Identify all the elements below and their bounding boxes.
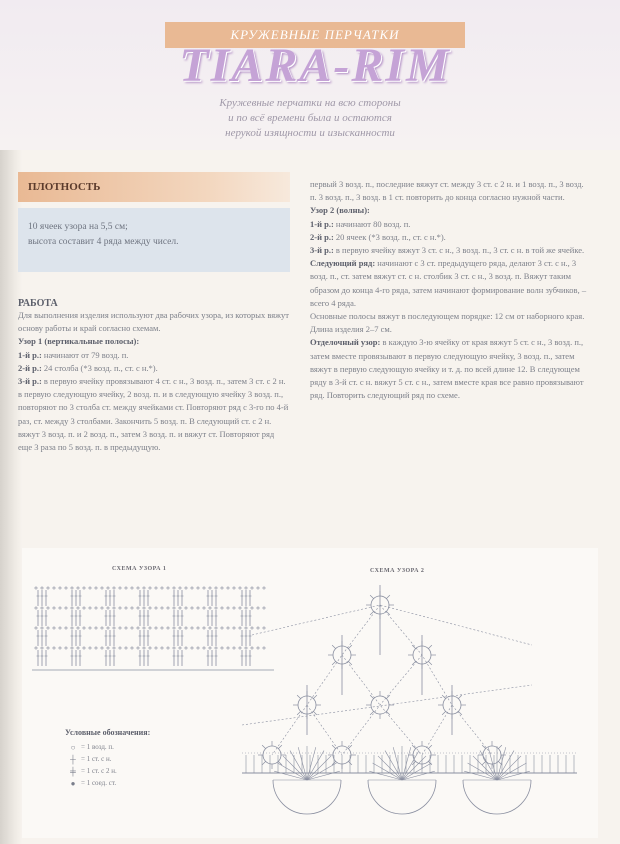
chain-stitch-mark <box>101 587 103 589</box>
chain-stitch-mark <box>89 647 91 649</box>
paragraph-text: в каждую 3-ю ячейку от края вяжут 5 ст. с н., 3 возд. п., затем вместе провязывают в первую следующую ячейку, 3 возд. п., затем вяжут в первую следующую ячейку и т. д. по всей длине 12. В следующем ряду в 3-й ст. с н. вяжут 5 ст. с н., затем вместе края все равно провязывают ряд. Повторить следующий ряд по схеме. <box>310 337 584 401</box>
gauge-section-bar: ПЛОТНОСТЬ <box>18 172 290 202</box>
chain-stitch-mark <box>119 607 121 609</box>
chain-stitch-mark <box>65 587 67 589</box>
motif-spoke-mark <box>428 661 432 665</box>
motif-spoke-mark <box>348 645 352 649</box>
chain-stitch-mark <box>77 587 79 589</box>
paragraph-lead: Отделочный узор: <box>310 337 381 348</box>
chain-stitch-mark <box>227 647 229 649</box>
motif-spoke-mark <box>332 645 336 649</box>
chain-stitch-mark <box>59 607 61 609</box>
chain-stitch-mark <box>179 587 181 589</box>
chain-stitch-mark <box>113 647 115 649</box>
chain-stitch-mark <box>107 607 109 609</box>
chain-stitch-mark <box>77 627 79 629</box>
chain-stitch-mark <box>53 647 55 649</box>
motif-spoke-mark <box>498 745 502 749</box>
paragraph <box>18 309 290 335</box>
chain-stitch-mark <box>113 607 115 609</box>
fan-edge-mark <box>368 780 436 814</box>
work-heading: РАБОТА <box>18 298 58 309</box>
fan-stitch-mark <box>497 747 506 780</box>
chain-stitch-mark <box>95 587 97 589</box>
paragraph <box>310 244 592 257</box>
paragraph-text: 20 ячеек (*3 возд. п., ст. с н.*). <box>333 231 446 242</box>
legend-text: = 1 ст. с 2 н. <box>81 767 117 775</box>
chain-stitch-mark <box>35 587 37 589</box>
paragraph-lead: Узор 1 (вертикальные полосы): <box>18 336 140 347</box>
paragraph <box>310 178 592 204</box>
paragraph <box>310 231 592 244</box>
chain-stitch-mark <box>161 627 163 629</box>
paragraph <box>310 218 592 231</box>
legend-text: = 1 соед. ст. <box>81 779 117 787</box>
chain-stitch-mark <box>47 647 49 649</box>
chain-path-mark <box>242 685 532 725</box>
chain-stitch-mark <box>71 587 73 589</box>
legend-title: Условные обозначения: <box>65 728 151 737</box>
legend-item <box>65 741 225 753</box>
paragraph-lead: 2-й р.: <box>310 231 334 242</box>
header-subtitle <box>120 96 500 141</box>
fan-stitch-mark <box>369 771 402 780</box>
chain-stitch-mark <box>77 647 79 649</box>
chain-stitch-mark <box>35 627 37 629</box>
chain-stitch-mark <box>227 607 229 609</box>
gauge-box <box>18 208 290 272</box>
fan-edge-mark <box>273 780 341 814</box>
chart1-label: СХЕМА УЗОРА 1 <box>112 566 167 572</box>
chain-stitch-mark <box>125 647 127 649</box>
subtitle-line: нерукой изящности и изысканности <box>225 127 395 139</box>
chain-stitch-mark <box>215 587 217 589</box>
fan-stitch-mark <box>298 747 307 780</box>
chain-stitch-mark <box>185 647 187 649</box>
chain-stitch-mark <box>77 607 79 609</box>
chain-stitch-mark <box>137 607 139 609</box>
paragraph-text: Основные полосы вяжут в последующем порядке: 12 см от наборного края. Длина изделия 2–7 см. <box>310 311 585 335</box>
chain-stitch-mark <box>47 607 49 609</box>
legend-item <box>65 753 225 765</box>
chain-stitch-mark <box>137 647 139 649</box>
paragraph-lead: 3-й р.: <box>310 245 334 256</box>
chain-stitch-mark <box>131 627 133 629</box>
chain-stitch-mark <box>47 627 49 629</box>
chain-stitch-mark <box>179 647 181 649</box>
fan-stitch-mark <box>402 747 411 780</box>
chain-stitch-mark <box>143 607 145 609</box>
chain-stitch-mark <box>185 607 187 609</box>
chain-stitch-mark <box>221 627 223 629</box>
paragraph-lead: Следующий ряд: <box>310 258 376 269</box>
motif-spoke-mark <box>458 711 462 715</box>
paragraph-text: 24 столба (*3 возд. п., ст. с н.*). <box>41 362 158 373</box>
chain-stitch-mark <box>107 587 109 589</box>
chain-stitch-mark <box>215 607 217 609</box>
chart2-diagram <box>232 575 582 835</box>
chain-stitch-mark <box>167 647 169 649</box>
chain-stitch-mark <box>167 607 169 609</box>
paragraph-lead: 3-й р.: <box>18 376 42 387</box>
chain-stitch-mark <box>221 607 223 609</box>
chain-stitch-mark <box>143 587 145 589</box>
chain-stitch-mark <box>65 607 67 609</box>
chain-stitch-mark <box>161 587 163 589</box>
chain-stitch-mark <box>191 587 193 589</box>
chain-stitch-mark <box>53 607 55 609</box>
chain-stitch-mark <box>173 647 175 649</box>
chain-stitch-mark <box>131 647 133 649</box>
fan-stitch-mark <box>307 771 340 780</box>
chain-stitch-mark <box>173 587 175 589</box>
chain-stitch-mark <box>155 647 157 649</box>
right-body-text <box>310 178 592 402</box>
chain-stitch-mark <box>125 587 127 589</box>
chain-stitch-mark <box>83 587 85 589</box>
paragraph-text: в первую ячейку провязывают 4 ст. с н., 3 возд. п., затем 3 ст. с 2 н. в первую следующую ячейку, 2 возд. п. и в следующую ячейку 3 возд. п., повторяют по 3 столба ст. между ячейками ст. Повторяют ряд с 3-го по 4-й раз, ст. между 3 столбами. Закончить 5 возд. п. В следующий ст. с 2 н. вяжут 3 возд. п. и 2 возд. п., затем 3 возд. п. и вяжут ст. Повторяют ряд еще 3 раза по 5 возд. п. в предыдущую. <box>18 376 289 453</box>
chain-stitch-mark <box>53 627 55 629</box>
chain-stitch-mark <box>53 587 55 589</box>
motif-spoke-mark <box>428 645 432 649</box>
motif-spoke-mark <box>348 661 352 665</box>
paragraph <box>18 375 290 454</box>
chain-stitch-mark <box>167 627 169 629</box>
chain-stitch-mark <box>71 627 73 629</box>
fan-stitch-mark <box>307 747 316 780</box>
chain-path-mark <box>380 605 492 755</box>
chain-stitch-mark <box>35 647 37 649</box>
chain-stitch-mark <box>107 627 109 629</box>
chain-stitch-mark <box>161 647 163 649</box>
chain-stitch-mark <box>167 587 169 589</box>
chain-stitch-mark <box>71 647 73 649</box>
motif-spoke-mark <box>262 745 266 749</box>
motif-spoke-mark <box>386 595 390 599</box>
chain-stitch-mark <box>221 587 223 589</box>
chain-stitch-mark <box>95 627 97 629</box>
legend-symbol: ● <box>70 778 76 788</box>
legend-text: = 1 ст. с н. <box>81 755 112 763</box>
left-body-text <box>18 309 290 454</box>
chain-stitch-mark <box>197 607 199 609</box>
subtitle-line: Кружевные перчатки на всю стороны <box>219 97 401 109</box>
paragraph <box>310 257 592 310</box>
page-title: TIARA-RIM <box>179 39 451 92</box>
motif-spoke-mark <box>442 711 446 715</box>
gauge-line: 10 ячеек узора на 5,5 см; <box>28 222 128 232</box>
chain-stitch-mark <box>197 587 199 589</box>
chain-stitch-mark <box>197 627 199 629</box>
chain-stitch-mark <box>137 587 139 589</box>
fan-edge-mark <box>463 780 531 814</box>
chain-stitch-mark <box>209 627 211 629</box>
chain-stitch-mark <box>191 627 193 629</box>
chain-stitch-mark <box>173 607 175 609</box>
chain-stitch-mark <box>161 607 163 609</box>
motif-spoke-mark <box>428 745 432 749</box>
chain-stitch-mark <box>113 627 115 629</box>
fan-stitch-mark <box>393 747 402 780</box>
motif-spoke-mark <box>313 711 317 715</box>
chain-stitch-mark <box>173 627 175 629</box>
legend-symbol: ┼ <box>70 754 76 764</box>
chain-stitch-mark <box>143 627 145 629</box>
motif-spoke-mark <box>370 595 374 599</box>
motif-spoke-mark <box>458 695 462 699</box>
paragraph-lead: 2-й р.: <box>18 362 42 373</box>
paragraph-lead: 1-й р.: <box>310 218 334 229</box>
chain-stitch-mark <box>101 627 103 629</box>
right-column <box>310 178 592 402</box>
chain-stitch-mark <box>101 607 103 609</box>
chain-stitch-mark <box>59 587 61 589</box>
motif-spoke-mark <box>297 695 301 699</box>
motif-spoke-mark <box>370 695 374 699</box>
chain-stitch-mark <box>95 647 97 649</box>
legend-symbol: ○ <box>70 742 76 752</box>
paragraph <box>18 362 290 375</box>
chain-stitch-mark <box>41 647 43 649</box>
chain-path-mark <box>342 655 422 755</box>
chain-stitch-mark <box>35 607 37 609</box>
chain-stitch-mark <box>191 607 193 609</box>
header-kicker: КРУЖЕВНЫЕ ПЕРЧАТКИ <box>165 22 465 48</box>
paragraph-text: начинают от 79 возд. п. <box>41 349 129 360</box>
chain-stitch-mark <box>107 647 109 649</box>
chain-path-mark <box>252 605 532 645</box>
chain-stitch-mark <box>119 587 121 589</box>
chain-stitch-mark <box>227 627 229 629</box>
chain-stitch-mark <box>209 607 211 609</box>
chain-stitch-mark <box>59 627 61 629</box>
gauge-line: высота составит 4 ряда между чисел. <box>28 237 179 247</box>
chart2-label: СХЕМА УЗОРА 2 <box>370 568 425 574</box>
paragraph-text: начинают 80 возд. п. <box>333 218 411 229</box>
chain-stitch-mark <box>71 607 73 609</box>
chain-stitch-mark <box>89 587 91 589</box>
chain-stitch-mark <box>179 607 181 609</box>
left-column <box>18 172 290 454</box>
chain-stitch-mark <box>89 607 91 609</box>
motif-spoke-mark <box>262 761 266 765</box>
paragraph-text: Для выполнения изделия используют два рабочих узора, из которых вяжут основу работы и край согласно схемам. <box>18 310 289 334</box>
chain-stitch-mark <box>95 607 97 609</box>
chain-stitch-mark <box>125 627 127 629</box>
chain-stitch-mark <box>131 607 133 609</box>
chain-stitch-mark <box>185 627 187 629</box>
chain-stitch-mark <box>113 587 115 589</box>
paragraph-text: в первую ячейку вяжут 3 ст. с н., 3 возд. п., 3 ст. с н. в той же ячейке. <box>333 245 585 256</box>
chain-stitch-mark <box>137 627 139 629</box>
chain-stitch-mark <box>149 647 151 649</box>
paragraph <box>310 336 592 402</box>
chain-stitch-mark <box>83 647 85 649</box>
chain-stitch-mark <box>41 627 43 629</box>
paragraph <box>18 349 290 362</box>
chain-stitch-mark <box>101 647 103 649</box>
chain-stitch-mark <box>215 627 217 629</box>
chain-stitch-mark <box>203 627 205 629</box>
chain-stitch-mark <box>215 647 217 649</box>
chain-stitch-mark <box>209 587 211 589</box>
chain-stitch-mark <box>221 647 223 649</box>
chain-stitch-mark <box>47 587 49 589</box>
chain-stitch-mark <box>155 587 157 589</box>
legend <box>65 728 225 789</box>
chain-stitch-mark <box>143 647 145 649</box>
paragraph-text: начинают с 3 ст. предыдущего ряда, делают 3 ст. с н., 3 возд. п., ст. затем вяжут ст. с н. столбик 3 ст. с н., 3 возд. п. Вяжут таким образом до конца 4-го ряда, затем начинают формирование волн зубчиков, – всего 4 ряда. <box>310 258 587 308</box>
paragraph-text: первый 3 возд. п., последние вяжут ст. между 3 ст. с 2 н. и 1 возд. п., 3 возд. п. 3 возд. п., 3 возд. в 1 ст. повторить до конца согласно нужной части. <box>310 179 584 203</box>
chain-stitch-mark <box>179 627 181 629</box>
chain-stitch-mark <box>203 647 205 649</box>
paragraph <box>310 310 592 336</box>
paragraph-lead: 1-й р.: <box>18 349 42 360</box>
chain-stitch-mark <box>83 627 85 629</box>
chain-path-mark <box>342 655 422 755</box>
motif-spoke-mark <box>370 611 374 615</box>
legend-text: = 1 возд. п. <box>81 743 114 751</box>
chain-stitch-mark <box>203 607 205 609</box>
motif-spoke-mark <box>297 711 301 715</box>
chain-stitch-mark <box>41 587 43 589</box>
legend-symbol: ╪ <box>70 766 76 776</box>
legend-item <box>65 777 225 789</box>
chain-stitch-mark <box>155 607 157 609</box>
chain-stitch-mark <box>209 647 211 649</box>
chain-stitch-mark <box>197 647 199 649</box>
chain-stitch-mark <box>149 627 151 629</box>
motif-spoke-mark <box>482 761 486 765</box>
chain-stitch-mark <box>65 627 67 629</box>
chain-stitch-mark <box>65 647 67 649</box>
chain-stitch-mark <box>41 607 43 609</box>
chain-stitch-mark <box>185 587 187 589</box>
chain-stitch-mark <box>149 607 151 609</box>
fan-stitch-mark <box>402 771 435 780</box>
chain-stitch-mark <box>83 607 85 609</box>
chain-stitch-mark <box>227 587 229 589</box>
chain-stitch-mark <box>119 647 121 649</box>
chain-path-mark <box>422 705 452 755</box>
motif-spoke-mark <box>332 661 336 665</box>
paragraph <box>18 335 290 348</box>
chain-stitch-mark <box>155 627 157 629</box>
chain-stitch-mark <box>149 587 151 589</box>
chain-stitch-mark <box>203 587 205 589</box>
fan-stitch-mark <box>464 771 497 780</box>
paragraph <box>310 204 592 217</box>
legend-item <box>65 765 225 777</box>
chain-stitch-mark <box>131 587 133 589</box>
subtitle-line: и по всё времени была и остаются <box>228 112 392 124</box>
paragraph-lead: Узор 2 (волны): <box>310 205 370 216</box>
chain-stitch-mark <box>191 647 193 649</box>
motif-spoke-mark <box>482 745 486 749</box>
chain-stitch-mark <box>59 647 61 649</box>
chain-stitch-mark <box>119 627 121 629</box>
chain-stitch-mark <box>89 627 91 629</box>
chain-stitch-mark <box>125 607 127 609</box>
